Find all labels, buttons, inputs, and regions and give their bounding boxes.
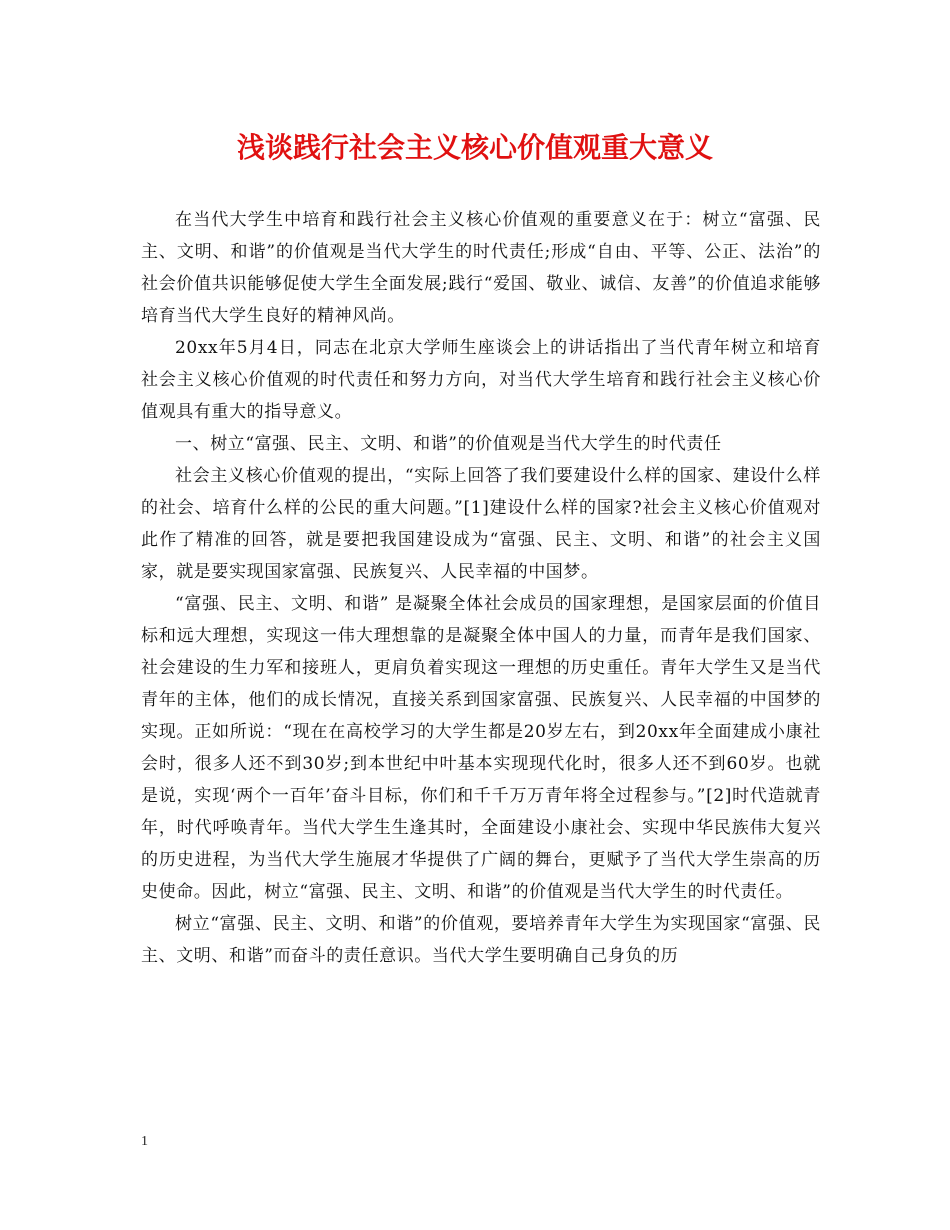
paragraph-national-ideal: “富强、民主、文明、和谐” 是凝聚全体社会成员的国家理想，是国家层面的价值目标和远大理想，实现这一伟大理想靠的是凝聚全体中国人的力量，而青年是我们国家、社会建设的生力军和接班人，更肩负着实现这一理想的历史重任。青年大学生又是当代青年的主体，他们的成长情况，直接关系到国家富强、民族复兴、人民幸福的中国梦的实现。正如所说：“现在在高校学习的大学生都是20岁左右，到20xx年全面建成小康社会时，很多人还不到30岁;到本世纪中叶基本实现现代化时，很多人还不到60岁。也就是说，实现‘两个一百年’奋斗目标，你们和千千万万青年将全过程参与。”[2]时代造就青年，时代呼唤青年。当代大学生生逢其时，全面建设小康社会、实现中华民族伟大复兴的历史进程，为当代大学生施展才华提供了广阔的舞台，更赋予了当代大学生崇高的历史使命。因此，树立“富强、民主、文明、和谐”的价值观是当代大学生的时代责任。 [141,594,821,902]
paragraph-responsibility: 树立“富强、民主、文明、和谐”的价值观，要培养青年大学生为实现国家“富强、民主、文明、和谐”而奋斗的责任意识。当代大学生要明确自己身负的历 [141,914,821,966]
document-title: 浅谈践行社会主义核心价值观重大意义 [236,131,713,164]
page-number: 1 [141,1134,148,1149]
paragraph-intro: 在当代大学生中培育和践行社会主义核心价值观的重要意义在于：树立“富强、民主、文明、和谐”的价值观是当代大学生的时代责任;形成“自由、平等、公正、法治”的社会价值共识能够促使大学生全面发展;践行“爱国、敬业、诚信、友善”的价值追求能够培育当代大学生良好的精神风尚。 [141,210,821,326]
paragraph-core-values: 社会主义核心价值观的提出，“实际上回答了我们要建设什么样的国家、建设什么样的社会、培育什么样的公民的重大问题。”[1]建设什么样的国家?社会主义核心价值观对此作了精准的回答，就是要把我国建设成为“富强、民主、文明、和谐”的社会主义国家，就是要实现国家富强、民族复兴、人民幸福的中国梦。 [141,466,821,582]
section-heading-1: 一、树立“富强、民主、文明、和谐”的价值观是当代大学生的时代责任 [175,434,722,454]
document-body [141,204,821,972]
paragraph-background: 20xx年5月4日，同志在北京大学师生座谈会上的讲话指出了当代青年树立和培育社会主义核心价值观的时代责任和努力方向，对当代大学生培育和践行社会主义核心价值观具有重大的指导意义。 [141,338,821,422]
